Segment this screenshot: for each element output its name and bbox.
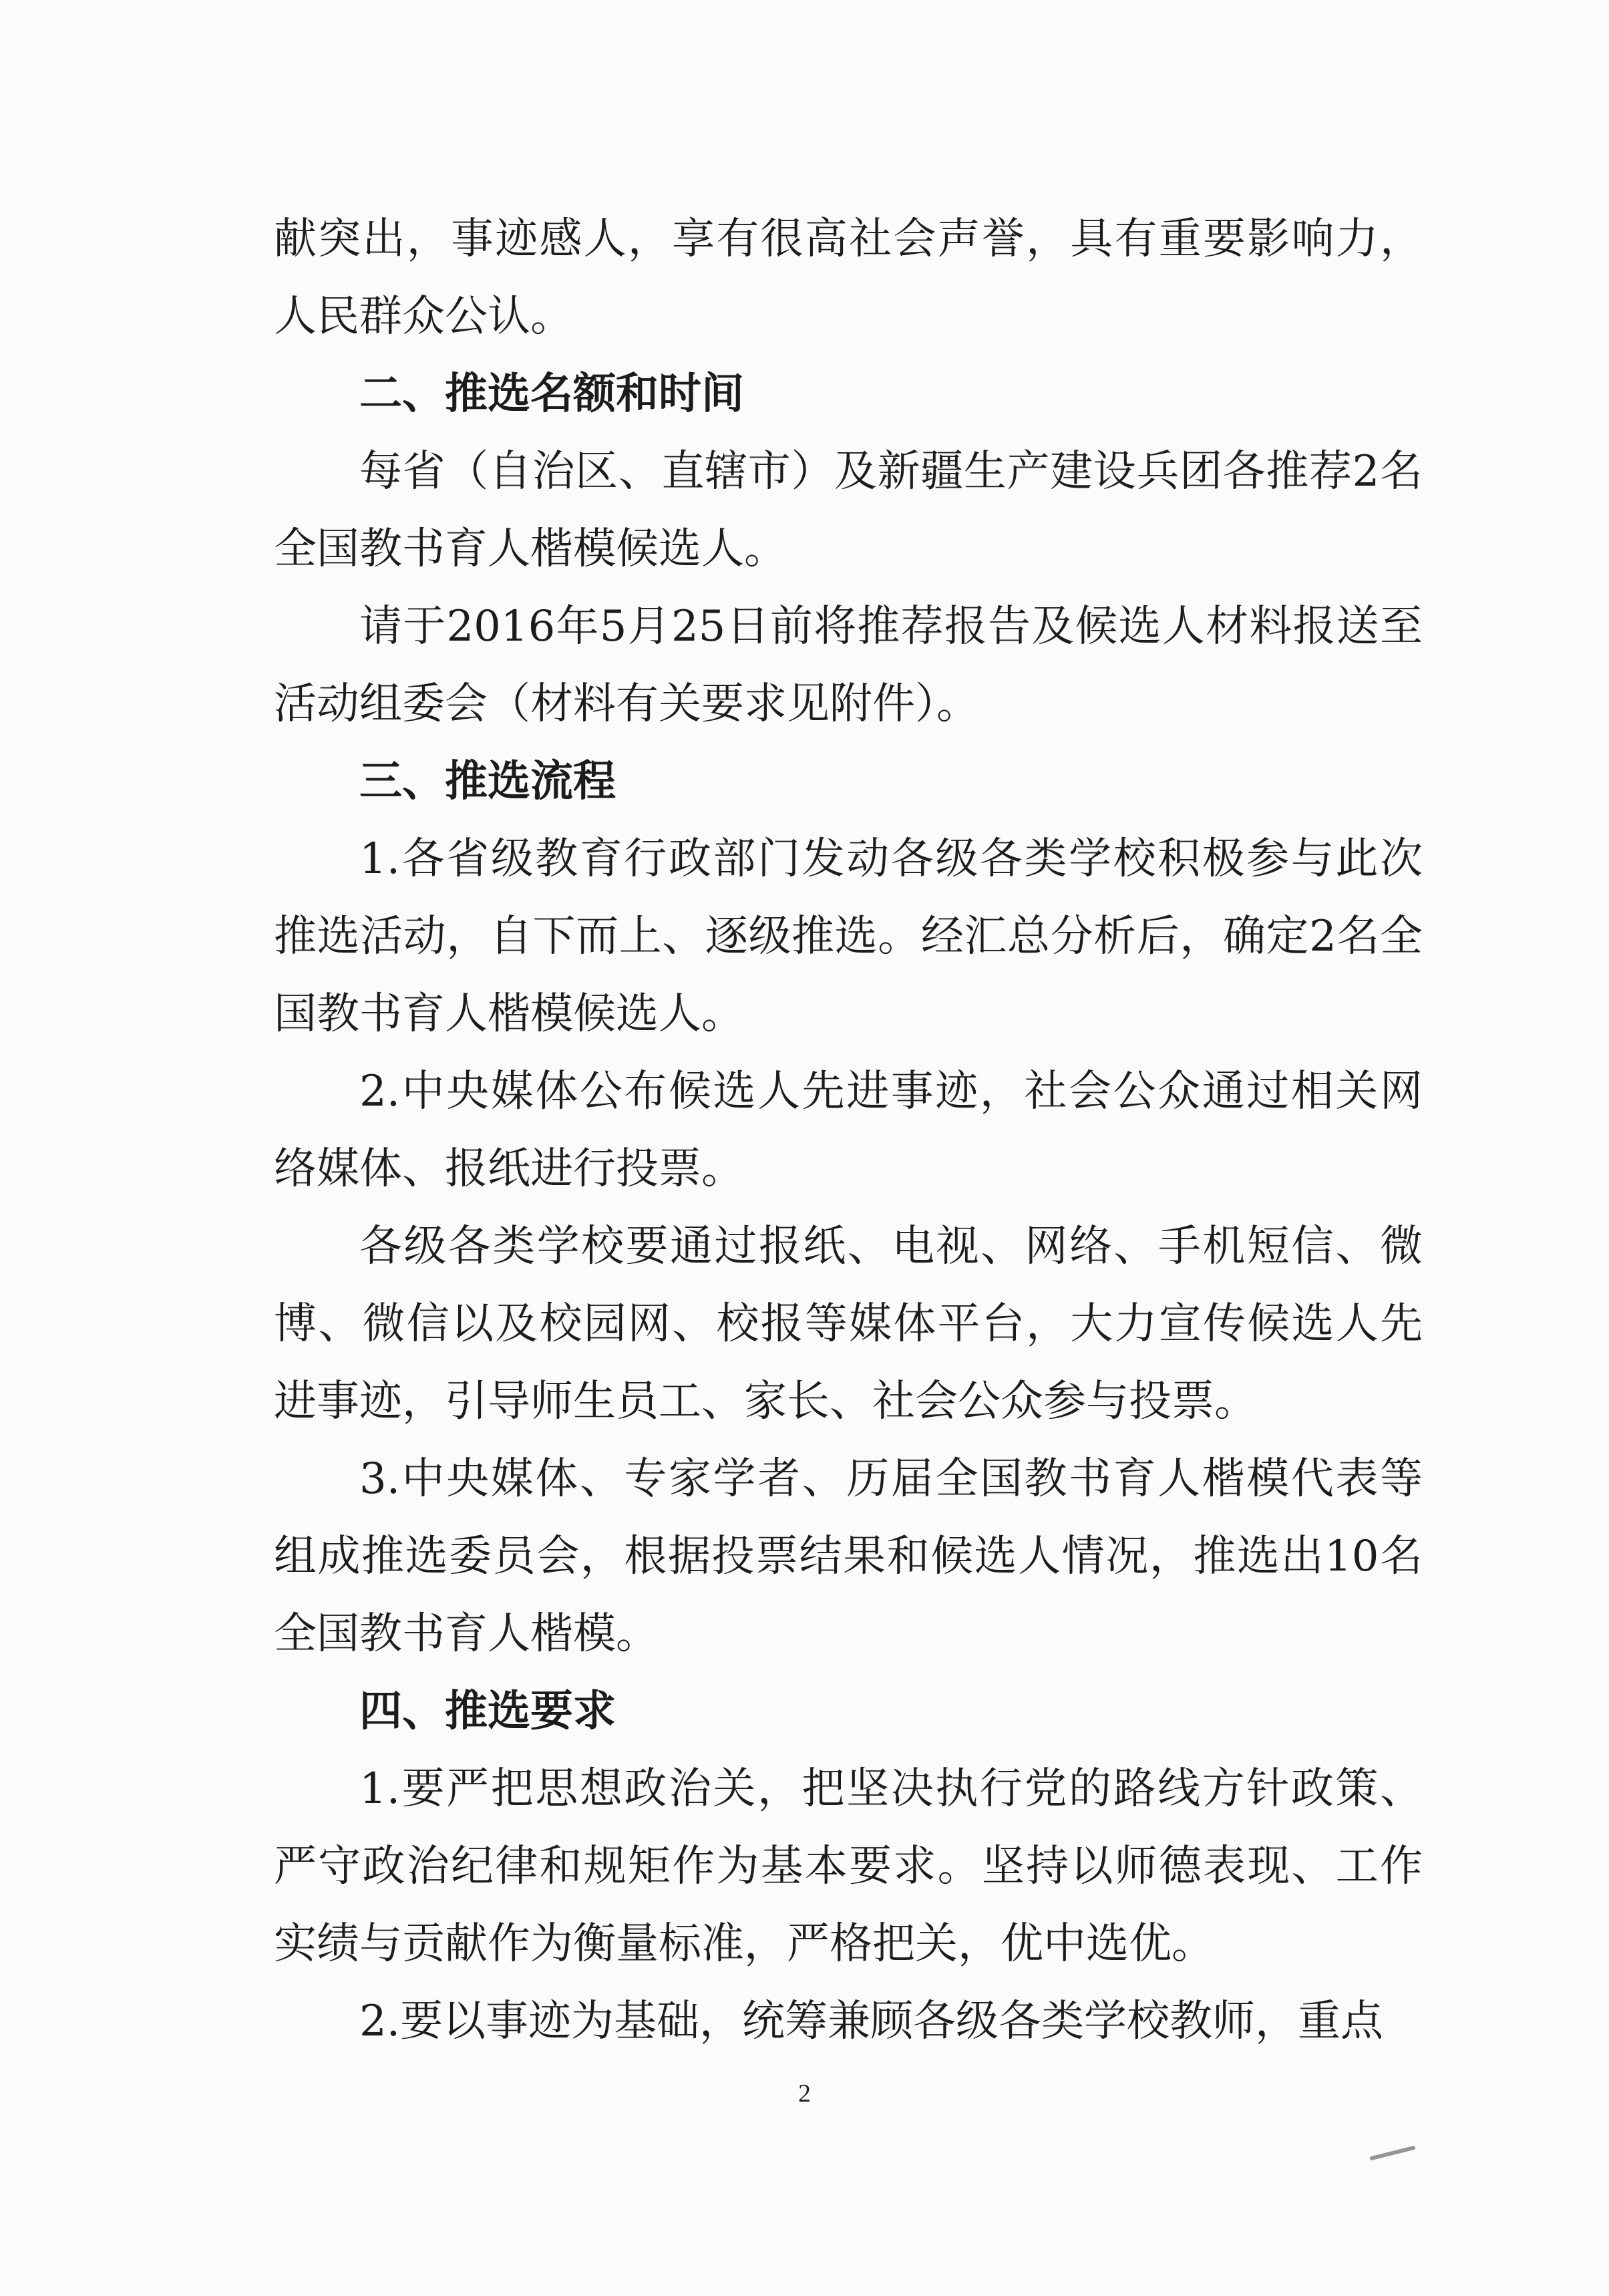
section-heading-requirements: 四、推选要求 <box>359 1687 616 1736</box>
paragraph-process-2-detail: 各级各类学校要通过报纸、电视、网络、手机短信、微博、微信以及校园网、校报等媒体平台，大力宣传候选人先进事迹，引导师生员工、家长、社会公众参与投票。 <box>274 1222 1423 1426</box>
paragraph-continued: 献突出，事迹感人，享有很高社会声誉，具有重要影响力，人民群众公认。 <box>274 214 1423 341</box>
paragraph-quota: 每省（自治区、直辖市）及新疆生产建设兵团各推荐2名全国教书育人楷模候选人。 <box>274 447 1423 574</box>
page-number: 2 <box>798 2080 811 2108</box>
paragraph-requirement-2: 2.要以事迹为基础，统筹兼顾各级各类学校教师，重点 <box>359 1997 1384 2046</box>
paragraph-process-2: 2.中央媒体公布候选人先进事迹，社会公众通过相关网络媒体、报纸进行投票。 <box>274 1067 1423 1194</box>
paragraph-process-3: 3.中央媒体、专家学者、历届全国教书育人楷模代表等组成推选委员会，根据投票结果和候选人情况，推选出10名全国教书育人楷模。 <box>274 1454 1423 1659</box>
document-body <box>274 200 1423 2060</box>
section-heading-quota-and-time: 二、推选名额和时间 <box>359 369 744 419</box>
section-heading-process: 三、推选流程 <box>359 757 616 806</box>
paragraph-requirement-1: 1.要严把思想政治关，把坚决执行党的路线方针政策、严守政治纪律和规矩作为基本要求。坚持以师德表现、工作实绩与贡献作为衡量标准，严格把关，优中选优。 <box>274 1764 1423 1969</box>
pen-stroke-mark <box>1369 2146 1415 2161</box>
paragraph-deadline: 请于2016年5月25日前将推荐报告及候选人材料报送至活动组委会（材料有关要求见附件）。 <box>274 602 1423 729</box>
paragraph-process-1: 1.各省级教育行政部门发动各级各类学校积极参与此次推选活动，自下而上、逐级推选。经汇总分析后，确定2名全国教书育人楷模候选人。 <box>274 834 1423 1039</box>
